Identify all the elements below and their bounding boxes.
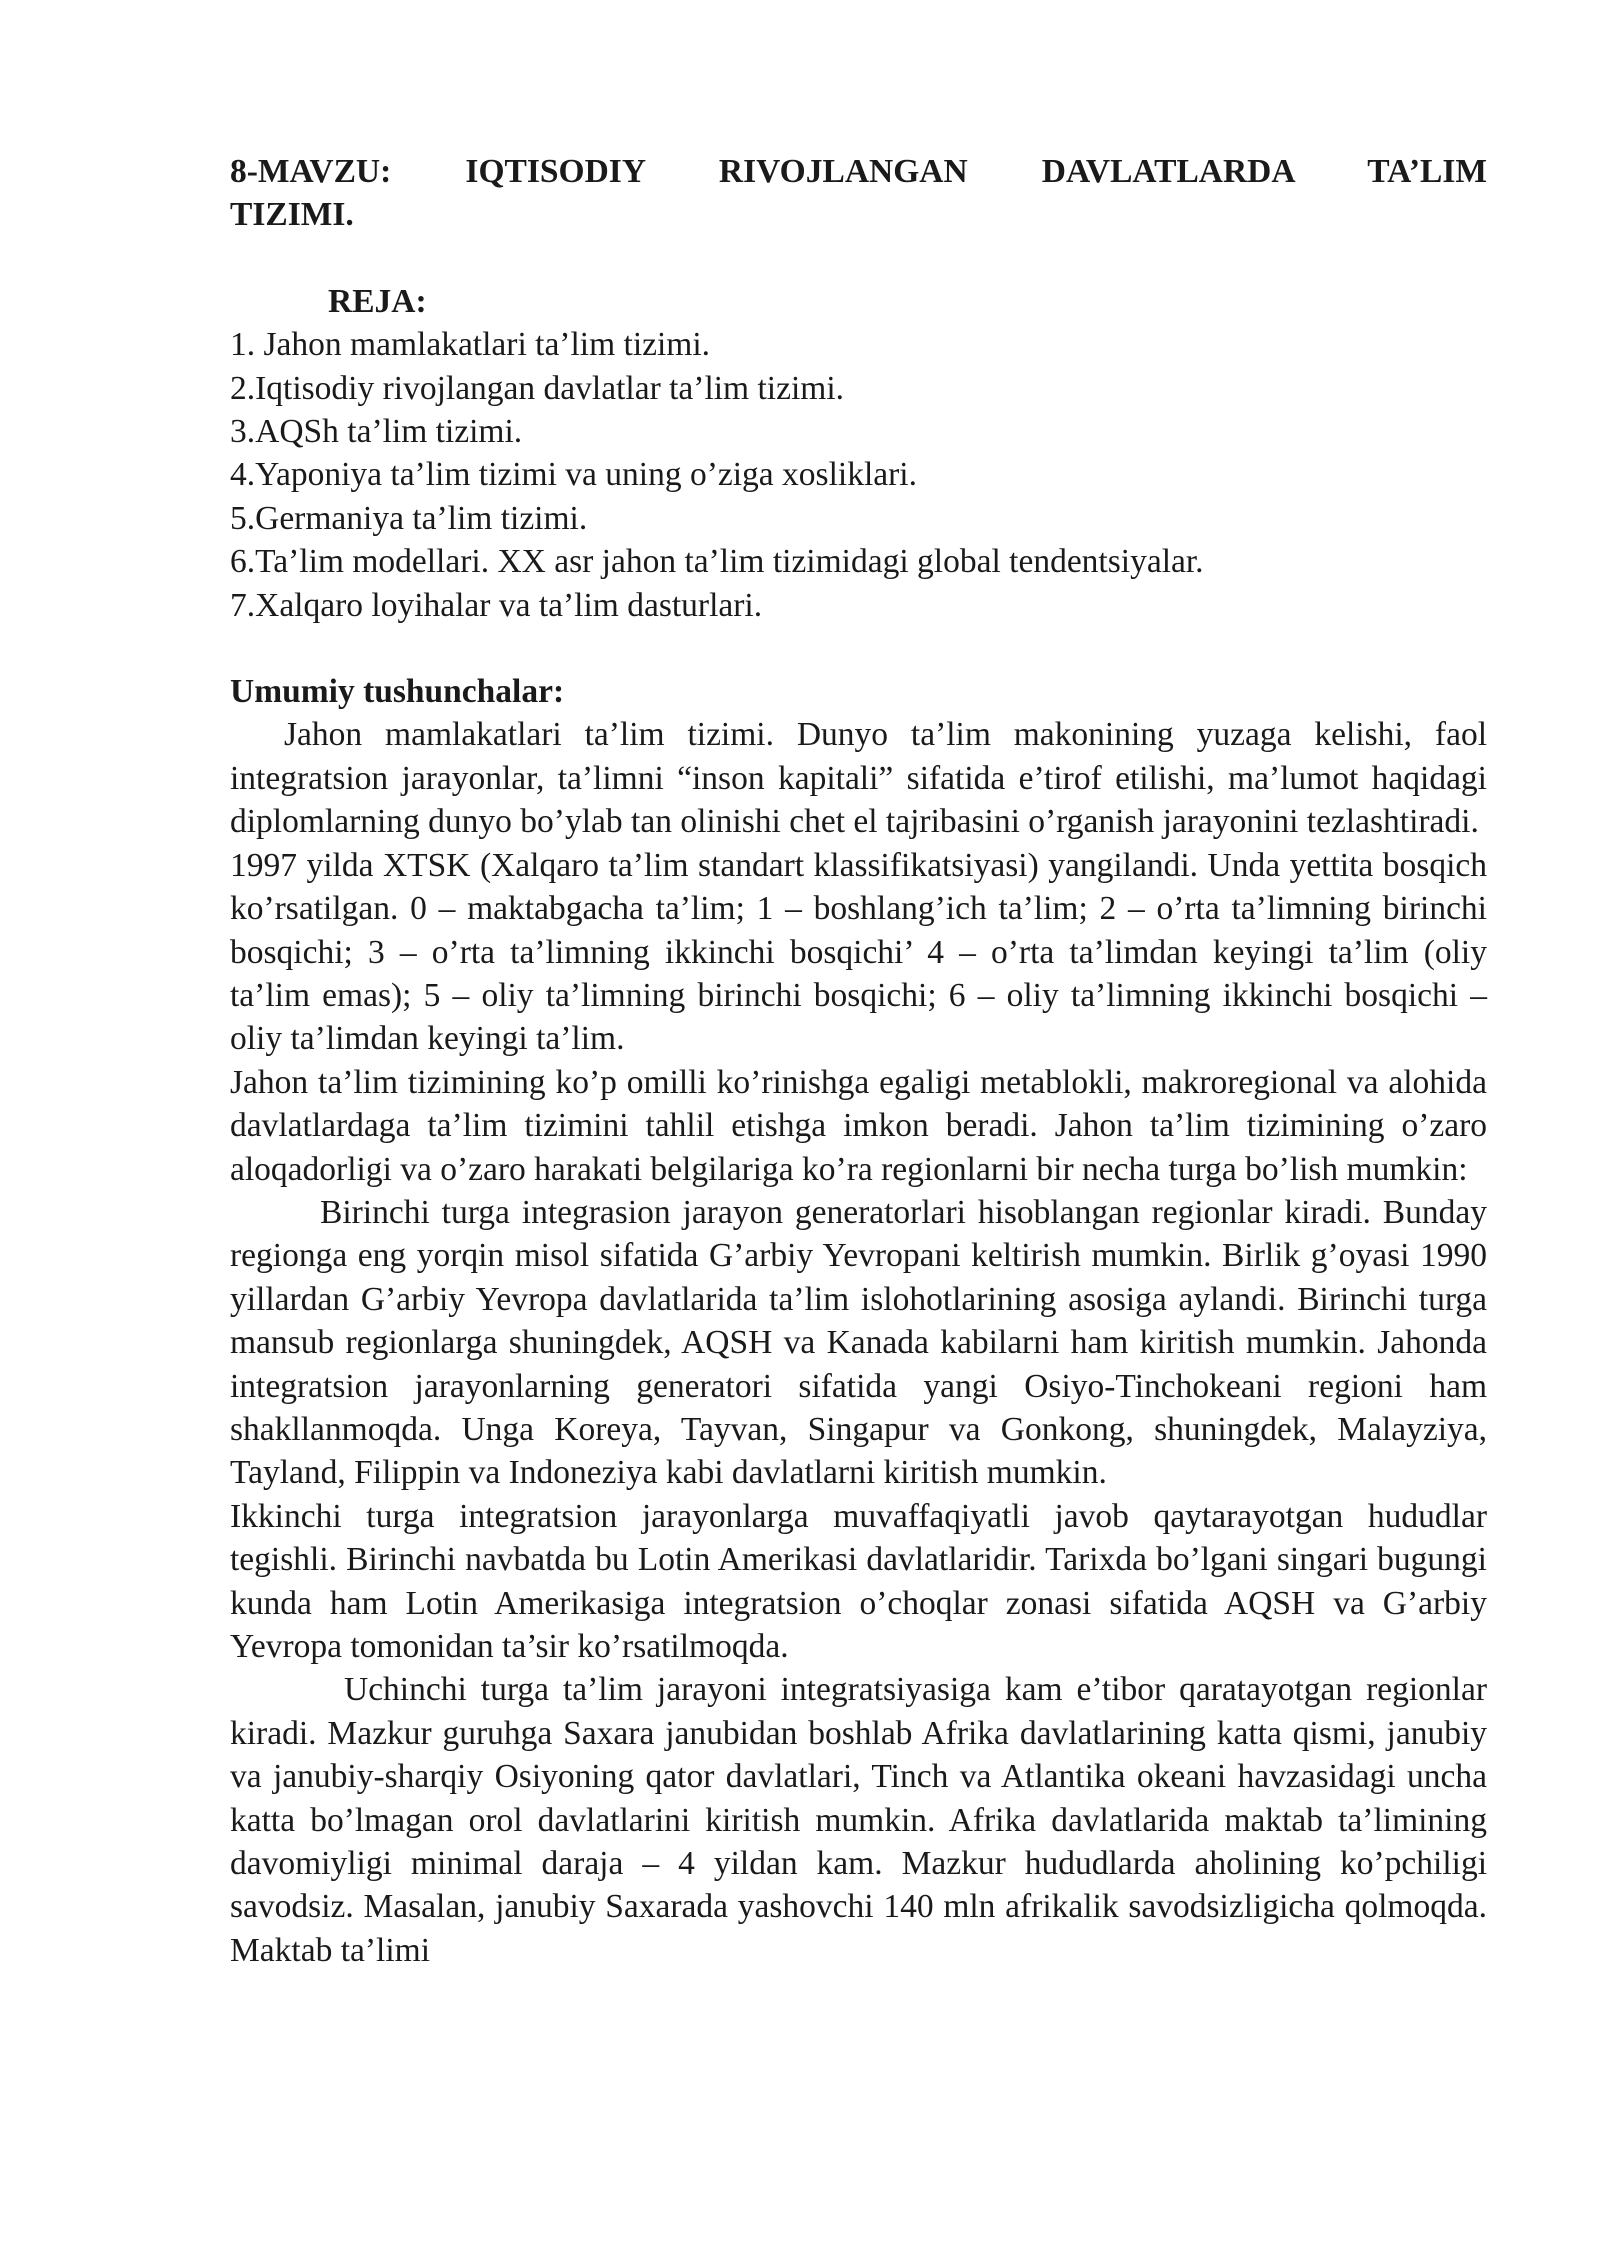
plan-item: 6.Ta’lim modellari. XX asr jahon ta’lim tizimidagi global tendentsiyalar. <box>230 543 1204 581</box>
document-page <box>230 150 1487 1972</box>
section-heading: Umumiy tushunchalar: <box>230 673 565 711</box>
plan-item: 7.Xalqaro loyihalar va ta’lim dasturlari. <box>230 586 763 624</box>
body-paragraph: Birinchi turga integrasion jarayon generatorlari hisoblangan regionlar kiradi. Bunday regionga eng yorqin misol sifatida G’arbiy Yevropani keltirish mumkin. Birlik g’oyasi 1990 yillardan G’arbiy Yevropa davlatlarida ta’lim islohotlarining asosiga aylandi. Birinchi turga mansub regionlarga shuningdek, AQSH va Kanada kabilarni ham kiritish mumkin. Jahonda integratsion jarayonlarning generatori sifatida yangi Osiyo-Tinchokeani regioni ham shakllanmoqda. Unga Koreya, Tayvan, Singapur va Gonkong, shuningdek, Malayziya, Tayland, Filippin va Indoneziya kabi davlatlarni kiritish mumkin. <box>230 1193 1487 1492</box>
plan-item: 4.Yaponiya ta’lim tizimi va uning o’ziga xosliklari. <box>230 456 917 494</box>
body-paragraph: Uchinchi turga ta’lim jarayoni integratsiyasiga kam e’tibor qaratayotgan regionlar kiradi. Mazkur guruhga Saxara janubidan boshlab Afrika davlatlarining katta qismi, janubiy va janubiy-sharqiy Osiyoning qator davlatlari, Tinch va Atlantika okeani havzasidagi uncha katta bo’lmagan orol davlatlarini kiritish mumkin. Afrika davlatlarida maktab ta’limining davomiyligi minimal daraja – 4 yildan kam. Mazkur hududlarda aholining ko’pchiligi savodsiz. Masalan, janubiy Saxarada yashovchi 140 mln afrikalik savodsizligicha qolmoqda. Maktab ta’limi <box>230 1671 1487 1969</box>
plan-list <box>230 323 1487 627</box>
plan-item: 5.Germaniya ta’lim tizimi. <box>230 499 588 537</box>
plan-item: 2.Iqtisodiy rivojlangan davlatlar ta’lim tizimi. <box>230 369 845 407</box>
plan-item: 1. Jahon mamlakatlari ta’lim tizimi. <box>230 326 711 364</box>
plan-item: 3.AQSh ta’lim tizimi. <box>230 413 523 451</box>
body-paragraph: Jahon ta’lim tizimining ko’p omilli ko’rinishga egaligi metablokli, makroregional va alohida davlatlardaga ta’lim tizimini tahlil etishga imkon beradi. Jahon ta’lim tizimining o’zaro aloqadorligi va o’zaro harakati belgilariga ko’ra regionlarni bir necha turga bo’lish mumkin: <box>230 1063 1487 1188</box>
topic-title: 8-MAVZU: IQTISODIY RIVOJLANGAN DAVLATLARDA TA’LIM <box>230 153 1487 190</box>
plan-heading: REJA: <box>328 282 427 320</box>
body-paragraph: Ikkinchi turga integratsion jarayonlarga muvaffaqiyatli javob qaytarayotgan hududlar tegishli. Birinchi navbatda bu Lotin Amerikasi davlatlaridir. Tarixda bo’lgani singari bugungi kunda ham Lotin Amerikasiga integratsion o’choqlar zonasi sifatida AQSH va G’arbiy Yevropa tomonidan ta’sir ko’rsatilmoqda. <box>230 1497 1487 1665</box>
body-paragraph: 1997 yilda XTSK (Xalqaro ta’lim standart klassifikatsiyasi) yangilandi. Unda yettita bosqich ko’rsatilgan. 0 – maktabgacha ta’lim; 1 – boshlang’ich ta’lim; 2 – o’rta ta’limning birinchi bosqichi; 3 – o’rta ta’limning ikkinchi bosqichi’ 4 – o’rta ta’limdan keyingi ta’lim (oliy ta’lim emas); 5 – oliy ta’limning birinchi bosqichi; 6 – oliy ta’limning ikkinchi bosqichi – oliy ta’limdan keyingi ta’lim. <box>230 846 1487 1058</box>
body-paragraph: Jahon mamlakatlari ta’lim tizimi. Dunyo ta’lim makonining yuzaga kelishi, faol integratsion jarayonlar, ta’limni “inson kapitali” sifatida e’tirof etilishi, ma’lumot haqidagi diplomlarning dunyo bo’ylab tan olinishi chet el tajribasini o’rganish jarayonini tezlashtiradi. <box>230 716 1487 841</box>
topic-title-continuation: TIZIMI. <box>230 196 354 234</box>
